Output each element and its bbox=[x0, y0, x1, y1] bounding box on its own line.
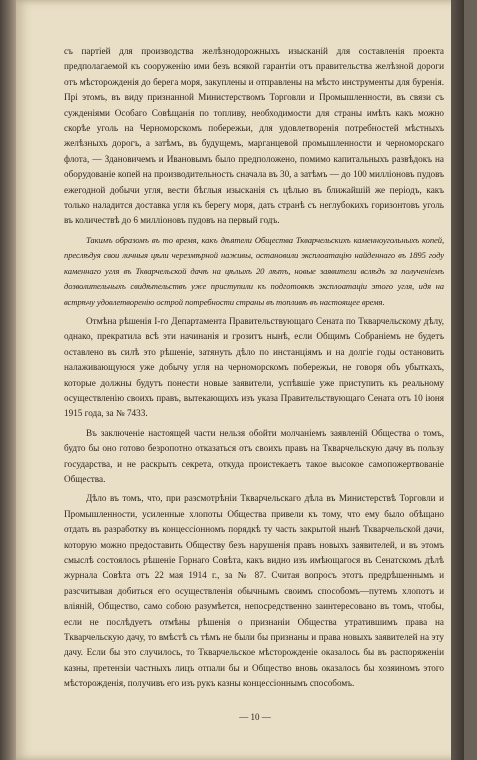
page-stack-edge bbox=[451, 0, 464, 760]
paragraph: Отмѣна рѣшенiя I-го Департамента Правительствующаго Сената по Ткварчельскому дѣлу, однако, прекратила всѣ эти начинанiя и грозитъ нынѣ, если Общимъ Собранiемъ не будетъ оставлено въ силѣ это рѣшенiе, затянуть дѣло по инстанцiямъ и на долгiе годы остановить налаживающуюся уже добычу угля на черноморскомъ побережьи, не говоря объ убыткахъ, которые должны будутъ понести новые заявители, успѣвшiе уже приступить къ реальному осуществленiю своихъ правъ, вытекающихъ изъ указа Правительствующаго Сената отъ 10 iюня 1915 года, за № 7433. bbox=[64, 315, 444, 419]
paragraph: Въ заключенiе настоящей части нельзя обойти молчанiемъ заявленiй Общества о томъ, будто бы оно готово безропотно отказаться отъ своихъ правъ на Ткварчельскую дачу въ пользу государства, и не раскрыть секрета, откуда проистекаетъ такое высокое самопожертвованiе Общества. bbox=[64, 427, 444, 484]
paragraph: Дѣло въ томъ, что, при разсмотрѣнiи Ткварчельскаго дѣла въ Министерствѣ Торговли и Промышленности, усиленные хлопоты Общества привели къ тому, что ему было обѣщано отдать въ разработку въ концессiонномъ порядкѣ ту часть закрытой нынѣ Ткварчельской дачи, которую можно предоставить Обществу безъ нарушенiя правъ новыхъ заявителей, и въ этомъ смыслѣ состоялось рѣшенiе Горнаго Совѣта, какъ видно изъ имѣющагося въ Сенатскомъ дѣлѣ журнала Совѣта отъ 22 мая 1914 г., за № 87. Считая вопросъ этотъ предрѣшеннымъ и разсчитывая добиться его осуществленiя обычнымъ своимъ способомъ—путемъ хлопотъ и влiянiй, Общество, само собою разумѣется, непосредственно заинтересовано въ томъ, чтобы, если не послѣдуетъ отмѣны рѣшенiя о признанiи Общества утратившимъ права на Ткварчельскую дачу, то вмѣстѣ съ тѣмъ не были бы признаны и права новыхъ заявителей на эту дачу. Если бы это случилось, то Ткварчельское мѣсторожденiе оказалось бы въ распоряженiи казны, претензiи частныхъ лицъ отпали бы и Общество вновь оказалось бы хозяиномъ этого мѣсторожденiя, получивъ его изъ рукъ казны концессiоннымъ способомъ. bbox=[64, 493, 444, 689]
paragraph-continuation: съ партiей для производства желѣзнодорожныхъ изысканiй для составленiя проекта предполагаемой къ сооруженiю ими безъ всякой гарантiи отъ правительства желѣзной дороги отъ мѣсторожденiя до берега моря, закуплены и отправлены на мѣсто инструменты для буренiя. Прi этомъ, въ виду признанной Министерствомъ Торговли и Промышленности, въ связи съ сужденiями Особаго Совѣщанiя по топливу, необходимости для страны имѣть какъ можно скорѣе уголь на Черноморскомъ побережьи, для удовлетворенiя потребностей мѣстныхъ желѣзныхъ дорогъ, а затѣмъ, въ будущемъ, марганцевой промышленности и черноморскаго флота, — Здановичемъ и Ивановымъ было предположено, помимо капитальныхъ развѣдокъ на оборудованiе копей на производительность сначала въ 30, а затѣмъ — до 100 миллiоновъ пудовъ ежегодной добычи угля, вести бѣглыя изысканiя съ цѣлью въ ближайшiй же перiодъ, какъ только наладится доставка угля къ берегу моря, дать странѣ съ неглубокихъ горизонтовъ уголь въ количествѣ до 6 миллiоновъ пудовъ на первый годъ. bbox=[64, 46, 444, 226]
book-binding bbox=[0, 0, 16, 760]
page-number: — 10 — bbox=[239, 712, 271, 722]
body-text bbox=[64, 44, 444, 692]
paragraph-italic: Такимъ образомъ въ то время, какъ дѣятели Общества Ткварчельскихъ каменноугольныхъ копей, преслѣдуя свои личныя цѣли черезмѣрной наживы, остановили эксплоатацiю найденнаго въ 1895 году каменнаго угля въ Ткварчельской дачѣ на цѣлыхъ 20 лѣтъ, новые заявители вслѣдъ за полученiемъ дозволительныхъ свидѣтельствъ уже приступили къ подготовкѣ эксплоатацiи этого угля, идя на встрѣчу удовлетворенiю острой потребности страны въ топливѣ въ настоящее время. bbox=[64, 234, 444, 307]
